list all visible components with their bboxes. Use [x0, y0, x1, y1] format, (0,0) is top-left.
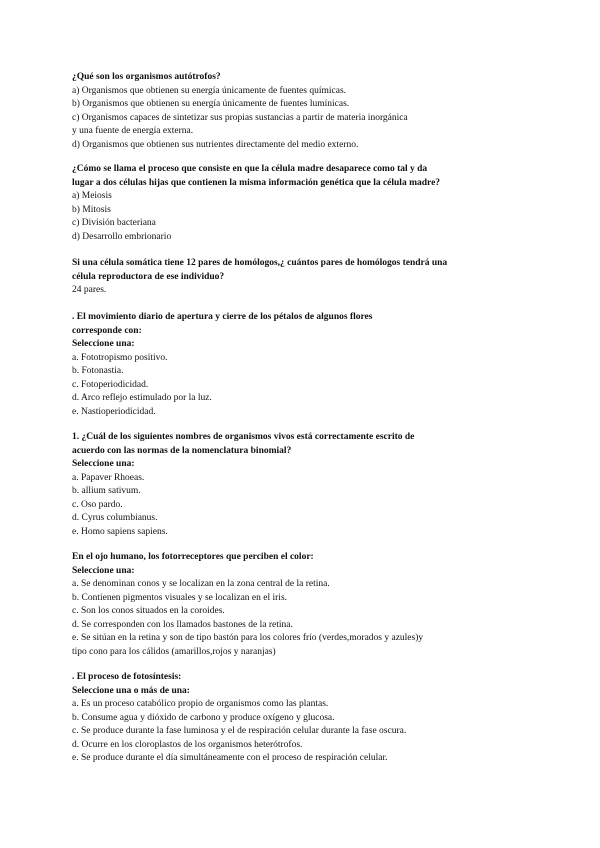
question-text: ¿Qué son los organismos autótrofos?	[72, 72, 221, 82]
question-text: . El proceso de fotosíntesis:	[72, 672, 182, 682]
option-d: d. Ocurre en los cloroplastos de los organismos heterótrofos.	[72, 739, 303, 750]
option-e: e. Se produce durante el día simultáneamente con el proceso de respiración celular.	[72, 753, 388, 763]
option-b: b. Consume agua y dióxido de carbono y produce oxígeno y glucosa.	[72, 712, 335, 723]
option-c: c. Fotoperiodicidad.	[72, 379, 149, 390]
option-d: d) Organismos que obtienen sus nutrientes directamente del medio externo.	[72, 139, 359, 150]
option-b: b) Organismos que obtienen su energía únicamente de fuentes lumínicas.	[72, 99, 350, 109]
question-5	[72, 431, 542, 539]
option-c: c. Son los conos situados en la coroides.	[72, 606, 225, 616]
option-d: d. Se corresponden con los llamados bastones de la retina.	[72, 619, 293, 630]
option-c: c. Se produce durante la fase luminosa y el de respiración celular durante la fase oscura.	[72, 726, 407, 736]
question-text: Si una célula somática tiene 12 pares de homólogos,¿ cuántos pares de homólogos tendrá una	[72, 258, 448, 268]
question-text: 1. ¿Cuál de los siguientes nombres de organismos vivos está correctamente escrito de	[72, 432, 415, 442]
option-e-continued: tipo cono para los cálidos (amarillos,rojos y naranjas)	[72, 646, 276, 657]
option-c: c. Oso pardo.	[72, 499, 123, 510]
option-b: b. allium sativum.	[72, 486, 141, 496]
option-a: a) Organismos que obtienen su energía únicamente de fuentes químicas.	[72, 85, 347, 96]
question-3	[72, 257, 542, 298]
question-text-continued: corresponde con:	[72, 325, 142, 336]
question-text: . El movimiento diario de apertura y cierre de los pétalos de algunos flores	[72, 312, 373, 322]
question-text-continued: acuerdo con las normas de la nomenclatura binomial?	[72, 445, 292, 456]
question-7	[72, 671, 542, 766]
option-a: a. Es un proceso catabólico propio de organismos como las plantas.	[72, 699, 329, 709]
option-a: a. Fototropismo positivo.	[72, 352, 168, 363]
question-2	[72, 163, 542, 244]
question-text-continued: lugar a dos células hijas que contienen la misma información genética que la célula madre?	[72, 177, 441, 188]
option-d: d) Desarrollo embrionario	[72, 231, 172, 242]
option-a: a. Se denominan conos y se localizan en la zona central de la retina.	[72, 579, 330, 589]
answer-text: 24 pares.	[72, 285, 107, 295]
select-one-label: Seleccione una:	[72, 459, 135, 469]
option-c: c) Organismos capaces de sintetizar sus propias sustancias a partir de materia inorgánica	[72, 112, 408, 123]
question-1	[72, 71, 542, 152]
option-a: a. Papaver Rhoeas.	[72, 472, 145, 483]
option-c: c) División bacteriana	[72, 218, 156, 228]
question-text: ¿Cómo se llama el proceso que consiste en que la célula madre desaparece como tal y da	[72, 164, 428, 174]
question-text: En el ojo humano, los fotorreceptores que perciben el color:	[72, 552, 314, 562]
option-b: b) Mitosis	[72, 204, 111, 215]
select-one-label: Seleccione una:	[72, 565, 135, 576]
option-d: d. Cyrus columbianus.	[72, 513, 158, 523]
question-text-continued: célula reproductora de ese individuo?	[72, 271, 225, 282]
select-one-label: Seleccione una:	[72, 339, 135, 349]
option-c-continued: y una fuente de energía externa.	[72, 126, 194, 136]
option-b: b. Contienen pigmentos visuales y se localizan en el iris.	[72, 592, 288, 603]
question-4	[72, 311, 542, 419]
question-6	[72, 551, 542, 659]
option-d: d. Arco reflejo estimulado por la luz.	[72, 393, 212, 403]
option-e: e. Homo sapiens sapiens.	[72, 526, 168, 537]
option-b: b. Fotonastia.	[72, 366, 124, 376]
option-e: e. Nastioperiodicidad.	[72, 406, 156, 417]
select-one-or-more-label: Seleccione una o más de una:	[72, 685, 190, 696]
option-e: e. Se sitúan en la retina y son de tipo bastón para los colores frío (verdes,morados y azules)y	[72, 633, 424, 643]
option-a: a) Meiosis	[72, 191, 112, 201]
